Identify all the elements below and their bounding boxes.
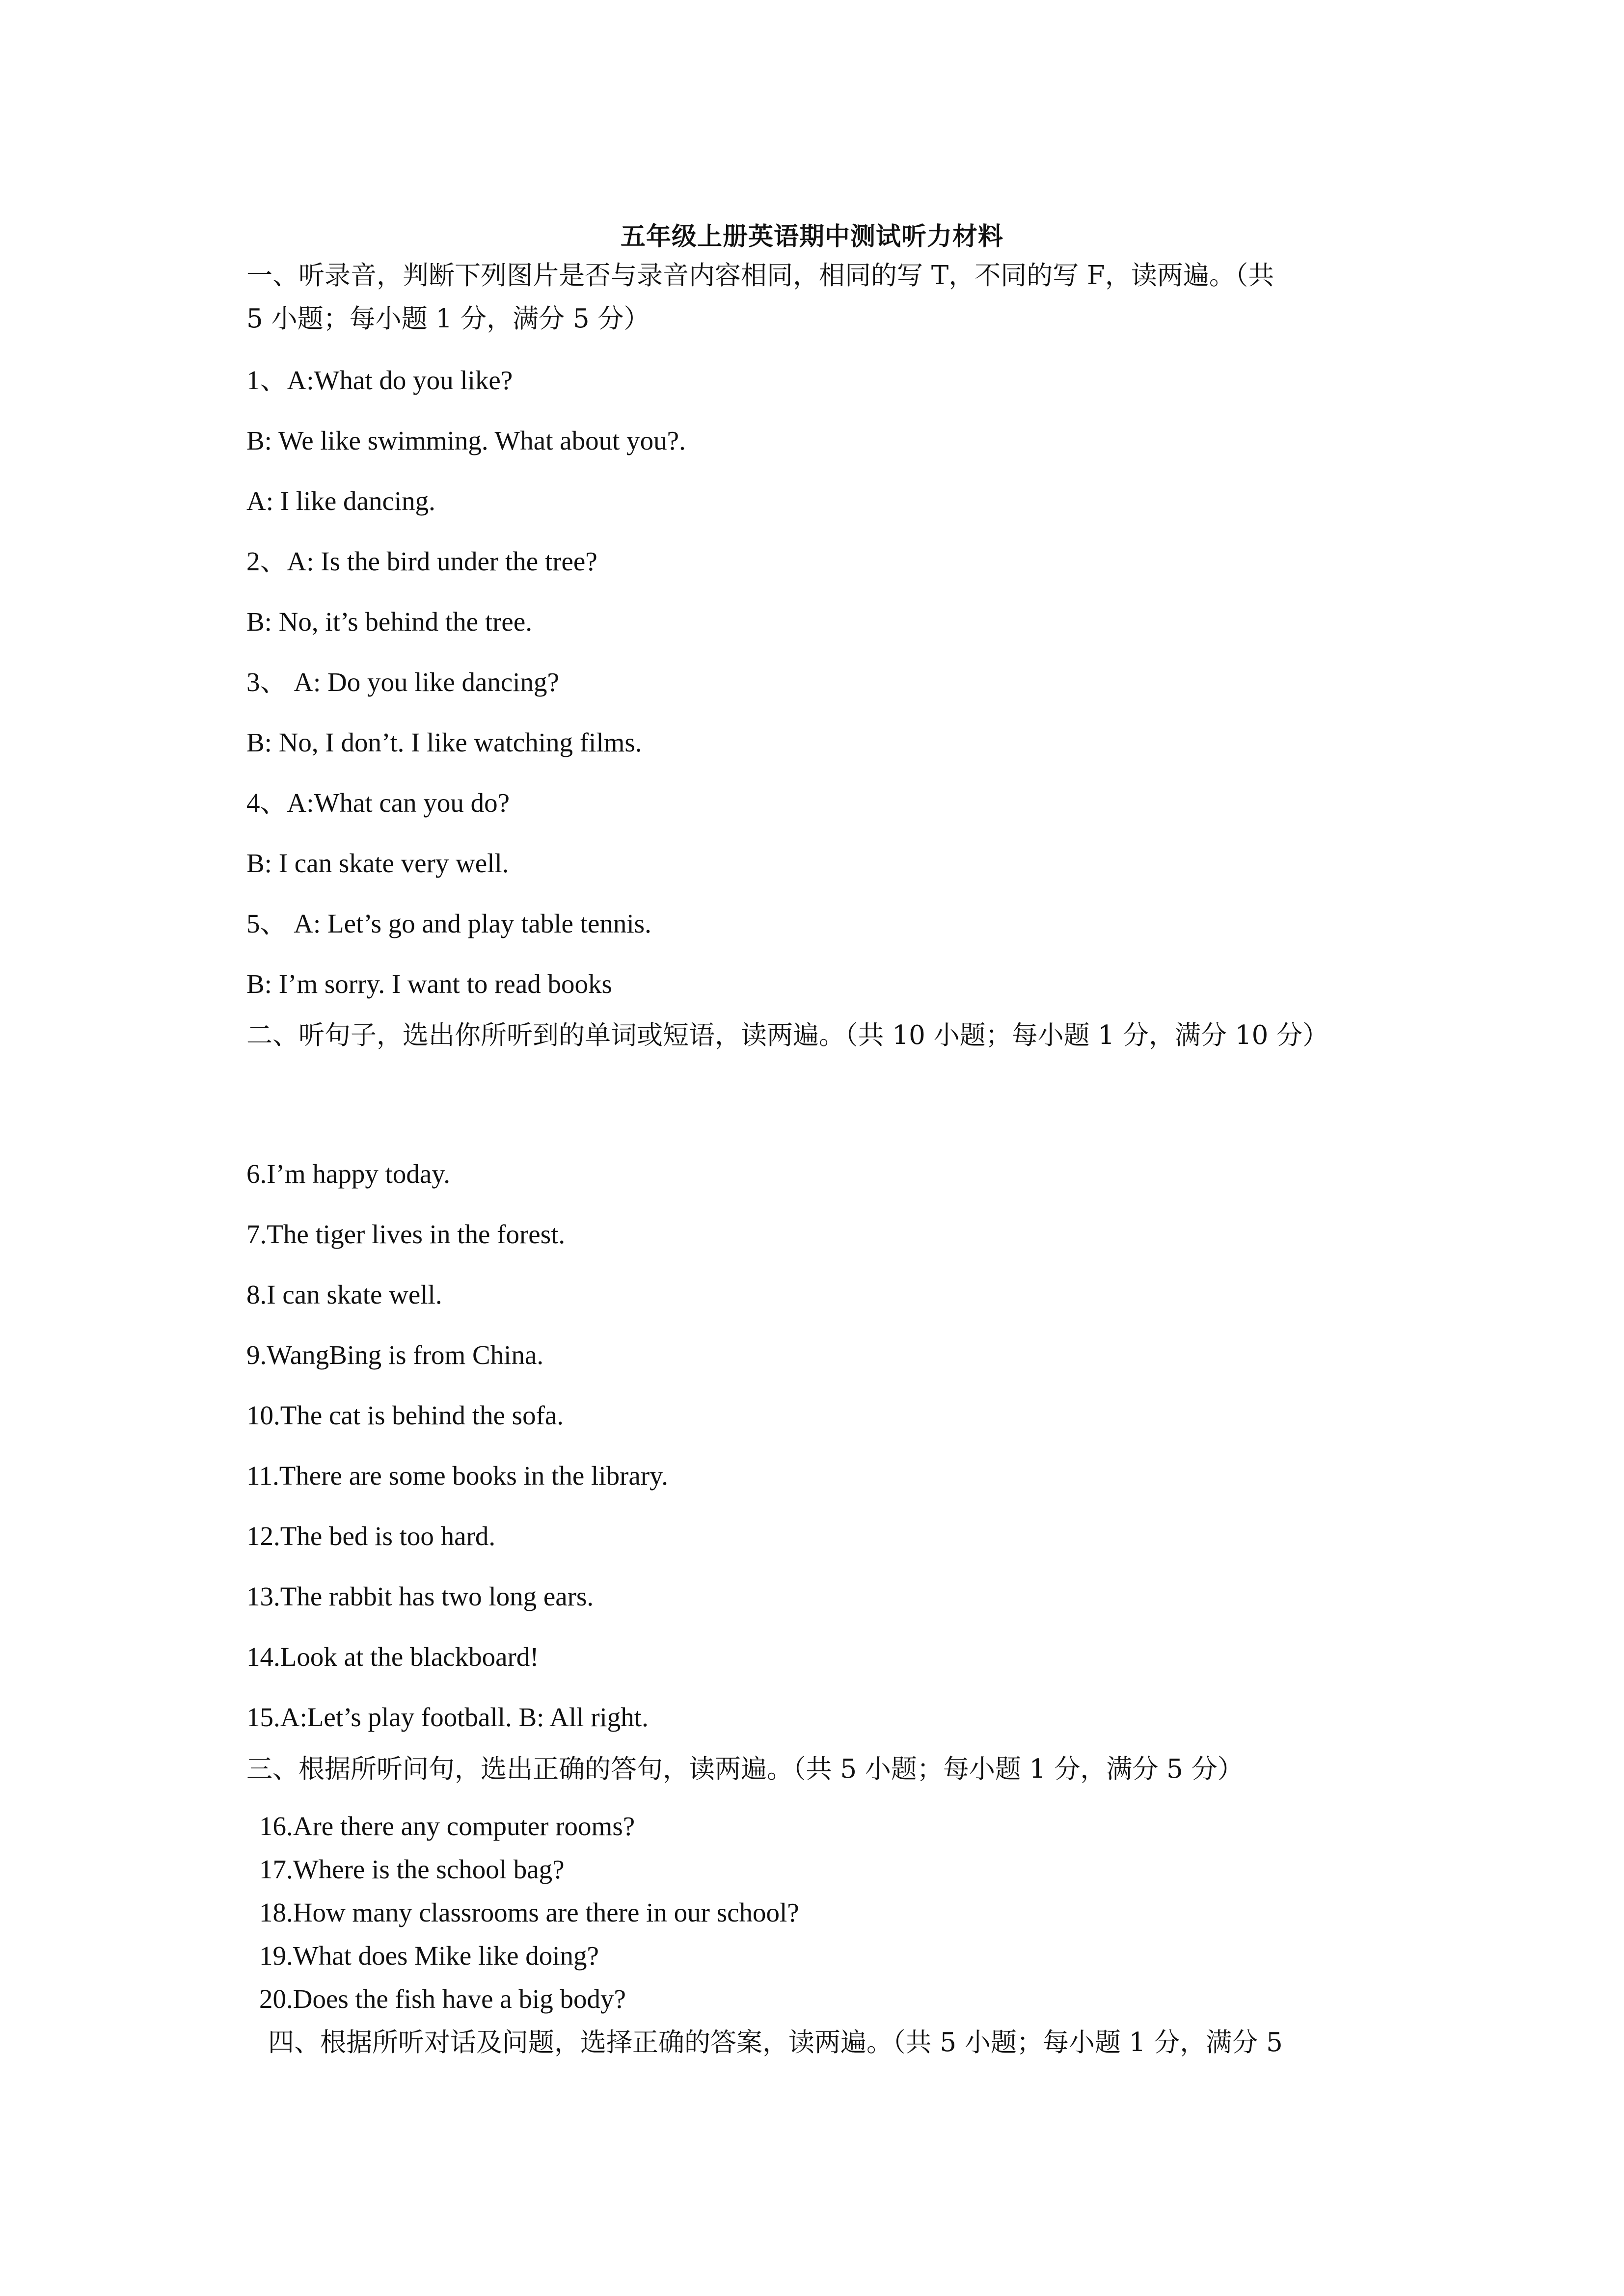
- sentence-line: 15.A:Let’s play football. B: All right.: [246, 1702, 649, 1732]
- sentence-line: 9.WangBing is from China.: [246, 1340, 544, 1370]
- dialogue-line: A: I like dancing.: [246, 486, 435, 516]
- sentence-line: 12.The bed is too hard.: [246, 1521, 496, 1551]
- section1-heading-line2: 5 小题；每小题 1 分，满分 5 分）: [246, 304, 650, 334]
- dialogue-line: B: We like swimming. What about you?.: [246, 426, 686, 455]
- dialogue-line: 3、 A: Do you like dancing?: [246, 667, 559, 697]
- dialogue-line: B: No, it’s behind the tree.: [246, 607, 532, 637]
- question-line: 17.Where is the school bag?: [259, 1854, 565, 1884]
- question-line: 19.What does Mike like doing?: [259, 1941, 599, 1971]
- sentence-line: 7.The tiger lives in the forest.: [246, 1219, 566, 1249]
- dialogue-line: 2、A: Is the bird under the tree?: [246, 546, 597, 576]
- dialogue-line: 1、A:What do you like?: [246, 365, 513, 395]
- dialogue-line: B: I’m sorry. I want to read books: [246, 969, 612, 999]
- dialogue-line: 4、A:What can you do?: [246, 788, 510, 818]
- sentence-line: 10.The cat is behind the sofa.: [246, 1400, 564, 1430]
- sentence-line: 14.Look at the blackboard!: [246, 1642, 539, 1672]
- document-title: 五年级上册英语期中测试听力材料: [620, 222, 1003, 251]
- sentence-line: 11.There are some books in the library.: [246, 1461, 668, 1491]
- question-line: 18.How many classrooms are there in our school?: [259, 1897, 799, 1927]
- section4-heading: 四、根据所听对话及问题，选择正确的答案，读两遍。（共 5 小题；每小题 1 分，满分 5: [268, 2028, 1283, 2057]
- section1-heading-line1: 一、听录音，判断下列图片是否与录音内容相同，相同的写 T，不同的写 F，读两遍。（共: [246, 261, 1274, 291]
- question-line: 16.Are there any computer rooms?: [259, 1811, 635, 1841]
- sentence-line: 6.I’m happy today.: [246, 1159, 450, 1189]
- dialogue-line: 5、 A: Let’s go and play table tennis.: [246, 908, 651, 938]
- section3-heading: 三、根据所听问句，选出正确的答句，读两遍。（共 5 小题；每小题 1 分，满分 5 分）: [246, 1754, 1244, 1784]
- sentence-line: 8.I can skate well.: [246, 1280, 442, 1309]
- sentence-line: 13.The rabbit has two long ears.: [246, 1581, 594, 1611]
- question-line: 20.Does the fish have a big body?: [259, 1984, 626, 2014]
- section2-heading: 二、听句子，选出你所听到的单词或短语，读两遍。（共 10 小题；每小题 1 分，满分 10 分）: [246, 1020, 1329, 1050]
- dialogue-line: B: I can skate very well.: [246, 848, 509, 878]
- dialogue-line: B: No, I don’t. I like watching films.: [246, 727, 642, 757]
